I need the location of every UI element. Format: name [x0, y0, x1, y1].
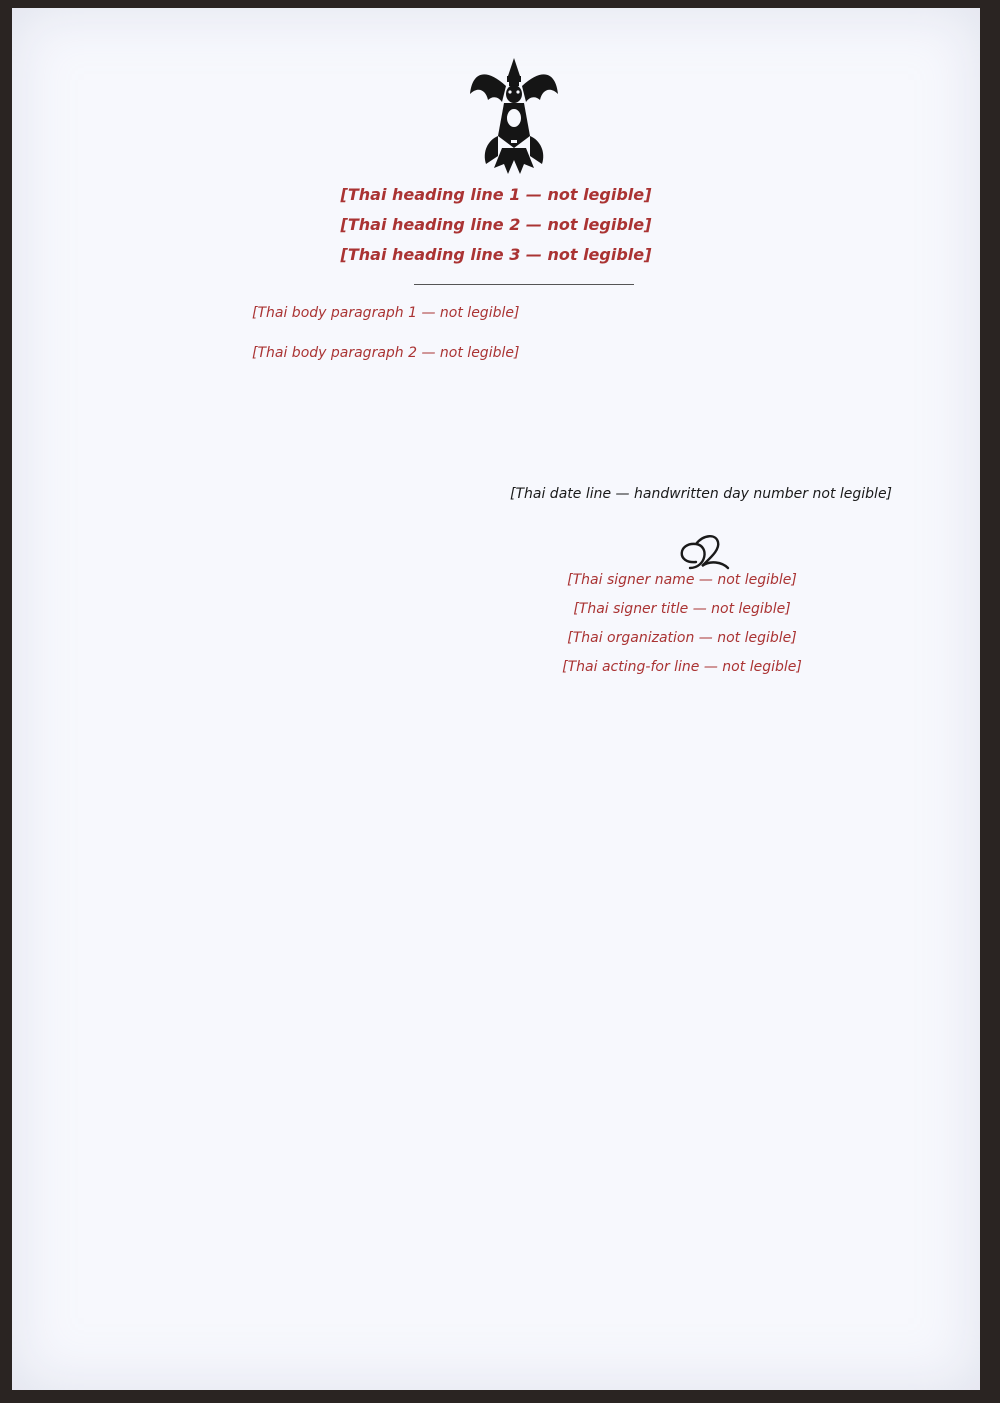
garuda-emblem-icon	[464, 56, 564, 181]
heading-line-1: [Thai heading line 1 — not legible]	[340, 185, 652, 204]
signer-acting-for: [Thai acting-for line — not legible]	[562, 659, 802, 675]
signer-name: [Thai signer name — not legible]	[567, 572, 797, 588]
announcement-heading	[12, 180, 980, 270]
announcement-page	[12, 8, 980, 1390]
heading-line-2: [Thai heading line 2 — not legible]	[340, 215, 652, 234]
announcement-body	[144, 298, 900, 378]
signer-organization: [Thai organization — not legible]	[567, 630, 797, 646]
heading-line-3: [Thai heading line 3 — not legible]	[340, 245, 652, 264]
heading-divider	[414, 284, 634, 285]
announcement-date: [Thai date line — handwritten day number not legible]	[510, 486, 893, 502]
signer-block	[492, 566, 872, 682]
body-paragraph-1: [Thai body paragraph 1 — not legible]	[252, 305, 520, 321]
signer-title: [Thai signer title — not legible]	[573, 601, 791, 617]
body-paragraph-2: [Thai body paragraph 2 — not legible]	[252, 345, 520, 361]
